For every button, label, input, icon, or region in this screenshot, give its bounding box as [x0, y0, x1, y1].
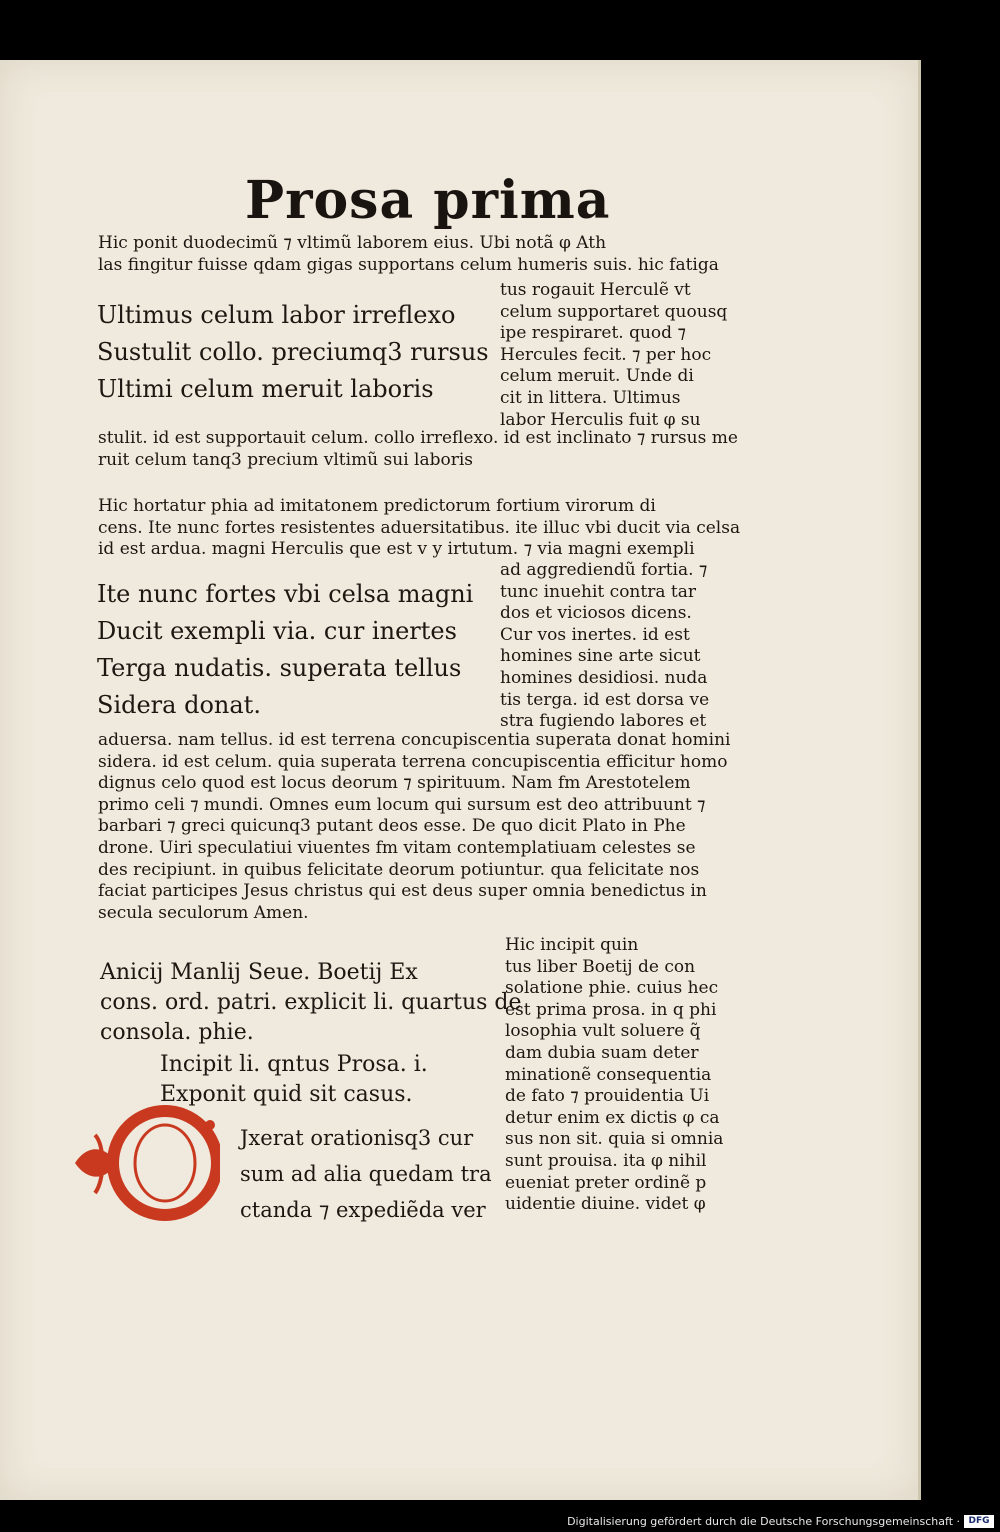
text-line: dignus celo quod est locus deorum ⁊ spirituum. Nam fm Arestotelem	[98, 773, 691, 794]
block2-tail	[98, 730, 731, 924]
gloss-line: tus rogauit Herculẽ vt	[500, 280, 691, 300]
footer-credit: Digitalisierung gefördert durch die Deutsche Forschungsgemeinschaft ·	[567, 1515, 960, 1528]
gloss-line: est prima prosa. in q phi	[505, 999, 717, 1020]
text-line: drone. Uiri speculatiui viuentes fm vitam contemplatiuam celestes se	[98, 837, 696, 858]
block1-gloss	[500, 280, 728, 431]
block2-verse	[97, 576, 497, 724]
gloss-line: sunt prouisa. ita φ nihil	[505, 1150, 707, 1171]
verse-line: Ducit exempli via. cur inertes	[97, 617, 457, 645]
colophon-line: Anicij Manlij Seue. Boetij Ex	[100, 960, 418, 985]
gloss-line: Cur vos inertes. id est	[500, 624, 690, 645]
verse-line: Terga nudatis. superata tellus	[97, 654, 462, 682]
footer-bar	[0, 1512, 1000, 1532]
gloss-line: celum supportaret quousq	[500, 301, 728, 322]
dfg-logo-icon: DFG	[964, 1515, 994, 1528]
gloss-line: homines desidiosi. nuda	[500, 667, 708, 688]
gloss-line: eueniat preter ordinẽ p	[505, 1172, 707, 1193]
text-line: aduersa. nam tellus. id est terrena concupiscentia superata donat homini	[98, 730, 731, 750]
gloss-line: tus liber Boetij de con	[505, 956, 696, 977]
incipit-line: Incipit li. qntus Prosa. i.	[160, 1052, 428, 1077]
opening-line: Jxerat orationisq3 cur	[240, 1126, 474, 1150]
block1-intro	[98, 233, 718, 276]
gloss-line: celum meruit. Unde di	[500, 366, 694, 387]
block1-tail	[98, 428, 738, 471]
gloss-line: cit in littera. Ultimus	[500, 387, 681, 408]
gloss-line: detur enim ex dictis φ ca	[505, 1107, 720, 1128]
verse-line: Ite nunc fortes vbi celsa magni	[97, 580, 474, 608]
text-line: sidera. id est celum. quia superata terrena concupiscentia efficitur homo	[98, 751, 728, 772]
text-line: id est ardua. magni Herculis que est v y irtutum. ⁊ via magni exempli	[98, 539, 695, 560]
colophon-line: consola. phie.	[100, 1020, 254, 1045]
gloss-line: ad aggrediendũ fortia. ⁊	[500, 560, 708, 580]
gloss-line: dos et viciosos dicens.	[500, 603, 692, 624]
text-line: faciat participes Jesus christus qui est deus super omnia benedictus in	[98, 881, 707, 902]
gloss-line: uidentie diuine. videt φ	[505, 1194, 706, 1215]
gloss-line: tunc inuehit contra tar	[500, 581, 696, 602]
colophon	[100, 958, 522, 1048]
text-line: Hic ponit duodecimũ ⁊ vltimũ laborem eius. Ubi notã φ Ath	[98, 233, 607, 253]
page-edge	[918, 60, 921, 1500]
gloss-line: losophia vult soluere q̃	[505, 1021, 701, 1042]
gloss-line: Hercules fecit. ⁊ per hoc	[500, 344, 712, 365]
gloss-line: dam dubia suam deter	[505, 1042, 699, 1063]
block2-intro	[98, 496, 741, 561]
text-line: barbari ⁊ greci quicunq3 putant deos esse. De quo dicit Plato in Phe	[98, 816, 686, 837]
text-line: ruit celum tanq3 precium vltimũ sui laboris	[98, 449, 474, 470]
block1-verse	[97, 297, 497, 408]
text-line: Hic hortatur phia ad imitatonem predictorum fortium virorum di	[98, 496, 656, 516]
colophon-line: cons. ord. patri. explicit li. quartus de	[100, 990, 522, 1015]
incipit-line: Exponit quid sit casus.	[160, 1082, 413, 1107]
gloss-line: de fato ⁊ prouidentia Ui	[505, 1086, 710, 1107]
text-line: stulit. id est supportauit celum. collo irreflexo. id est inclinato ⁊ rursus me	[98, 428, 738, 448]
decorated-initial-o-icon	[70, 1105, 220, 1223]
verse-line: Sidera donat.	[97, 691, 261, 719]
verse-line: Ultimus celum labor irreflexo	[97, 301, 456, 329]
incipit	[160, 1050, 490, 1110]
text-line: secula seculorum Amen.	[98, 902, 309, 923]
gloss-line: solatione phie. cuius hec	[505, 978, 719, 999]
text-line: cens. Ite nunc fortes resistentes aduersitatibus. ite illuc vbi ducit via celsa	[98, 517, 741, 538]
text-line: las fingitur fuisse qdam gigas supportans celum humeris suis. hic fatiga	[98, 254, 719, 275]
text-line: primo celi ⁊ mundi. Omnes eum locum qui sursum est deo attribuunt ⁊	[98, 794, 706, 815]
opening-line: ctanda ⁊ expediẽda ver	[240, 1198, 486, 1222]
gloss-line: minationẽ consequentia	[505, 1064, 712, 1085]
page-heading: Prosa prima	[245, 170, 611, 231]
gloss-line: sus non sit. quia si omnia	[505, 1129, 724, 1150]
verse-line: Ultimi celum meruit laboris	[97, 375, 434, 403]
opening-line: sum ad alia quedam tra	[240, 1162, 492, 1186]
gloss-line: Hic incipit quin	[505, 935, 639, 955]
gloss-line: labor Herculis fuit φ su	[500, 409, 701, 430]
gloss-line: homines sine arte sicut	[500, 646, 701, 667]
opening-text	[240, 1120, 490, 1228]
gloss-line: ipe respiraret. quod ⁊	[500, 323, 686, 344]
verse-line: Sustulit collo. preciumq3 rursus	[97, 338, 489, 366]
block2-gloss	[500, 560, 715, 733]
gloss-line: tis terga. id est dorsa ve	[500, 689, 710, 710]
gloss-line: stra fugiendo labores et	[500, 711, 707, 732]
text-line: des recipiunt. in quibus felicitate deorum potiuntur. qua felicitate nos	[98, 859, 700, 880]
right-column	[505, 935, 724, 1216]
